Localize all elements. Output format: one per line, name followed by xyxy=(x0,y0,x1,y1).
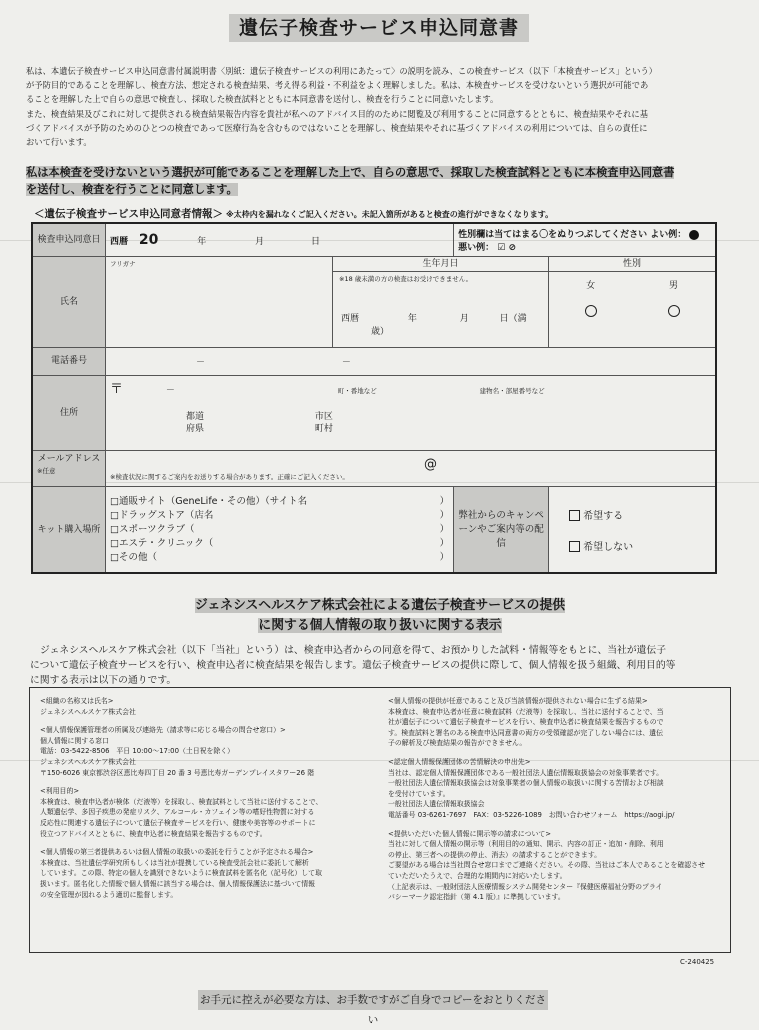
privacy-info-group xyxy=(388,696,723,749)
privacy-info-line: ジェネシスヘルスケア株式会社 xyxy=(40,757,136,766)
address-label: 住所 xyxy=(32,375,106,450)
filled-circle-icon xyxy=(689,230,699,240)
privacy-info-line: 一般社団法人遺伝情報取扱協会は対象事業者の個人情報の取扱いに関する苦情および相談 xyxy=(388,779,664,788)
name-label: 氏名 xyxy=(32,257,106,347)
kit-location-options xyxy=(106,487,454,573)
intro-text xyxy=(26,64,726,149)
privacy-info-line: 当社は、認定個人情報保護団体である一般社団法人遺伝情報取扱協会の対象事業者です。 xyxy=(388,768,664,777)
privacy-info-line: ていただいたうえで、合理的な期間内に対応いたします。 xyxy=(388,871,567,880)
privacy-info-left xyxy=(40,696,375,908)
campaign-options xyxy=(549,487,716,573)
kit-option[interactable]: □スポーツクラブ（ ） xyxy=(110,523,450,535)
phone-label: 電話番号 xyxy=(32,347,106,375)
male-radio[interactable] xyxy=(668,305,680,317)
kit-option[interactable]: □その他（ ） xyxy=(110,551,450,563)
privacy-section-intro: ジェネシスヘルスケア株式会社（以下「当社」という）は、検査申込者からの同意を得て、お預かりした試料・情報等をもとに、当社が遺伝子 について遺伝子検査サービスを行い、検査申込者に検査結果を報告します。遺伝子検査サービスの提供に際して、個人情報を扱う組織、利用目的等 に関する表示は以下の通りです。 xyxy=(30,645,676,687)
privacy-info-line: 〒150-6026 東京都渋谷区恵比寿四丁目 20 番 3 号恵比寿ガーデンプレイスタワー26 階 xyxy=(40,768,315,777)
privacy-info-line: 当社に対して個人情報の開示等（利用目的の通知、開示、内容の訂正・追加・削除、利用 xyxy=(388,840,664,849)
no-wish-checkbox[interactable]: 希望しない xyxy=(569,538,711,553)
privacy-info-group xyxy=(388,757,723,821)
document-code: C-240425 xyxy=(680,958,715,966)
footer-note: お手元に控えが必要な方は、お手数ですがご自身でコピーをおとりください xyxy=(198,990,548,1010)
wish-checkbox[interactable]: 希望する xyxy=(569,507,711,522)
privacy-info-heading: <組織の名称又は氏名> xyxy=(40,697,114,705)
intro-line: 私は、本遺伝子検査サービス申込同意書付属説明書〈別紙：遺伝子検査サービスの利用にあたって〉の説明を読み、この検査サービス（以下「本検査サービス」という） xyxy=(26,66,658,76)
consent-line: 私は本検査を受けないという選択が可能であることを理解した上で、自らの意思で、採取した検査試料とともに本検査申込同意書 xyxy=(26,166,675,179)
intro-line: ることを理解した上で自らの意思で検査し、採取した検査試料とともに本同意書を送付し、検査を行うことに同意いたします。 xyxy=(26,94,499,105)
form-header xyxy=(34,206,734,221)
privacy-info-line: 扱います。匿名化した情報で個人情報に該当する場合は、個人情報保護法に基づいて情報 xyxy=(40,879,316,888)
kit-option[interactable]: □ドラッグストア（店名 ） xyxy=(110,509,450,521)
privacy-info-line: 電話：03-5422-8506 平日 10:00〜17:00（土日祝を除く） xyxy=(40,747,235,756)
privacy-info-line: ジェネシスヘルスケア株式会社 xyxy=(40,707,136,716)
privacy-info-group xyxy=(40,786,375,839)
privacy-info-heading: <個人情報の第三者提供あるいは個人情報の取扱いの委託を行うことが予定される場合> xyxy=(40,848,314,857)
phone-field[interactable]: － － xyxy=(106,347,717,375)
consent-statement xyxy=(26,164,716,198)
privacy-info-line: の停止、第三者への提供の停止、消去）の請求することができます。 xyxy=(388,850,602,859)
email-field[interactable]: @ ※検査状況に関するご案内をお送りする場合があります。正確にご記入ください。 xyxy=(106,450,717,487)
applicant-info-form xyxy=(31,222,717,574)
privacy-info-line: 本検査は、検査申込者が任意に検査試料（だ液等）を採取し、当社に送付することで、当 xyxy=(388,707,664,716)
privacy-info-line: 人類遺伝学、多因子疾患の発症リスク、アルコール・カフェイン等の嗜好性物質に対する xyxy=(40,808,315,817)
privacy-info-heading: <個人情報の提供が任意であること及び当該情報が提供されない場合に生ずる結果> xyxy=(388,697,648,705)
crossed-circle-icon: ⊘ xyxy=(508,243,517,254)
address-field[interactable]: 〒 － 町・番地など 建物名・部屋番号など 都道 府県 市区 町村 xyxy=(106,375,717,450)
intro-line: おいて行います。 xyxy=(26,137,92,148)
privacy-section-title: ジェネシスヘルスケア株式会社による遺伝子検査サービスの提供 に関する個人情報の取り扱いに関する表示 xyxy=(194,598,566,633)
privacy-info-group xyxy=(388,829,723,903)
checkmark-icon: ☑ xyxy=(497,243,506,254)
privacy-info-line: を受付けています。 xyxy=(388,789,450,798)
email-label: メールアドレス ※任意 xyxy=(32,450,106,487)
privacy-info-line: 子の解析及び検査結果の報告ができません。 xyxy=(388,739,527,748)
intro-line: が予防目的であることを理解し、検査方法、想定される検査結果、考え得る利益・不利益をよく理解しました。私は、本検査サービスを受けないという選択が可能であ xyxy=(26,80,649,91)
intro-line: また、検査結果及びこれに対して提供される検査結果報告内容を貴社が私へのアドバイス目的のために閲覧及び利用することに同意するとともに、検査結果やそれに基 xyxy=(26,108,649,119)
kit-location-label: キット購入場所 xyxy=(32,487,106,573)
privacy-info-line: 本検査は、検査申込者が検体（だ液等）を採取し、検査試料として当社に送付することで、 xyxy=(40,797,323,806)
privacy-info-line: 個人情報に関する窓口 xyxy=(40,736,109,745)
privacy-info-group xyxy=(40,696,375,717)
privacy-info-line: 一般社団法人遺伝情報取扱協会 xyxy=(388,800,485,809)
form-note: ※太枠内を漏れなくご記入ください。未記入箇所があると検査の進行ができなくなります。 xyxy=(225,210,554,219)
privacy-info-line: ご要望がある場合は当社問合せ窓口までご連絡ください。その際、当社はご本人であることを確認させ xyxy=(388,861,705,870)
privacy-info-line: バシーマーク認定指針（第 4.1 版）』に準拠しています。 xyxy=(388,893,565,902)
gender-field: 性別 女 男 xyxy=(549,257,716,347)
kit-option[interactable]: □エステ・クリニック（ ） xyxy=(110,537,450,549)
campaign-label: 弊社からのキャンペーンやご案内等の配信 xyxy=(454,487,549,573)
intro-line: づくアドバイスが予防のためのひとつの検査であって医療行為を含むものではないことを理解し、検査結果やそれに基づくアドバイスの利用については、自らの責任に xyxy=(26,122,648,133)
privacy-info-heading: <利用目的> xyxy=(40,787,80,796)
checkbox-icon xyxy=(569,510,580,521)
privacy-info-group xyxy=(40,725,375,778)
birthdate-field[interactable]: 生年月日 ※18 歳未満の方の検査はお受けできません。 西暦 年 月 日（満 歳） xyxy=(333,257,549,347)
privacy-info-line: す。検査試料と署名のある検査申込同意書の両方の受領確認が完了しない場合には、遺伝 xyxy=(388,728,664,737)
privacy-info-line: 社が遺伝子について遺伝子検査サービスを行い、検査申込者に検査結果を報告するもので xyxy=(388,718,664,727)
document-title: 遺伝子検査サービス申込同意書 xyxy=(229,14,529,42)
privacy-info-group xyxy=(40,847,375,900)
privacy-info-line: 本検査は、当社遺伝学研究所もしくは当社が提携している検査受託会社に委託して解析 xyxy=(40,858,309,867)
kit-option[interactable]: □通販サイト（GeneLife・その他）（サイト名 ） xyxy=(110,495,450,507)
date-label: 検査申込同意日 xyxy=(32,223,106,257)
name-field[interactable]: フリガナ xyxy=(106,257,333,347)
female-radio[interactable] xyxy=(585,305,597,317)
privacy-info-right xyxy=(388,696,723,911)
checkbox-icon xyxy=(569,541,580,552)
privacy-info-line: （上記表示は、一般財団法人医療情報システム開発センター『保健医療福祉分野のプライ xyxy=(388,882,663,891)
privacy-info-line: 反応性に関連する遺伝子について遺伝子検査サービスを行い、健康や美容等のサポートに xyxy=(40,818,316,827)
privacy-info-line: 電話番号 03-6261-7697 FAX：03-5226-1089 お問い合わせフォーム https://aogi.jp/ xyxy=(388,810,675,819)
privacy-info-heading: <認定個人情報保護団体の苦情解決の申出先> xyxy=(388,757,531,766)
form-heading: ＜遺伝子検査サービス申込同意者情報＞ xyxy=(34,208,223,220)
privacy-info-line: 役立つアドバイスとともに、検査申込者に検査結果を報告するものです。 xyxy=(40,829,267,838)
gender-instruction: 性別欄は当てはまる〇をぬりつぶしてください よい例： 悪い例： ☑ ⊘ xyxy=(454,223,716,257)
privacy-info-box xyxy=(29,687,731,953)
privacy-info-heading: <提供いただいた個人情報に開示等の請求について> xyxy=(388,829,552,838)
privacy-info-line: しています。この際、特定の個人を識別できないように検査試料を匿名化（記号化）して取 xyxy=(40,869,322,878)
consent-line: を送付し、検査を行うことに同意します。 xyxy=(26,183,238,196)
privacy-info-heading: <個人情報保護管理者の所属及び連絡先（請求等に応じる場合の問合せ窓口）> xyxy=(40,726,286,735)
date-field[interactable]: 西暦 20 年 月 日 xyxy=(106,223,454,257)
privacy-info-line: の安全管理が図れるよう適切に監督します。 xyxy=(40,890,178,899)
